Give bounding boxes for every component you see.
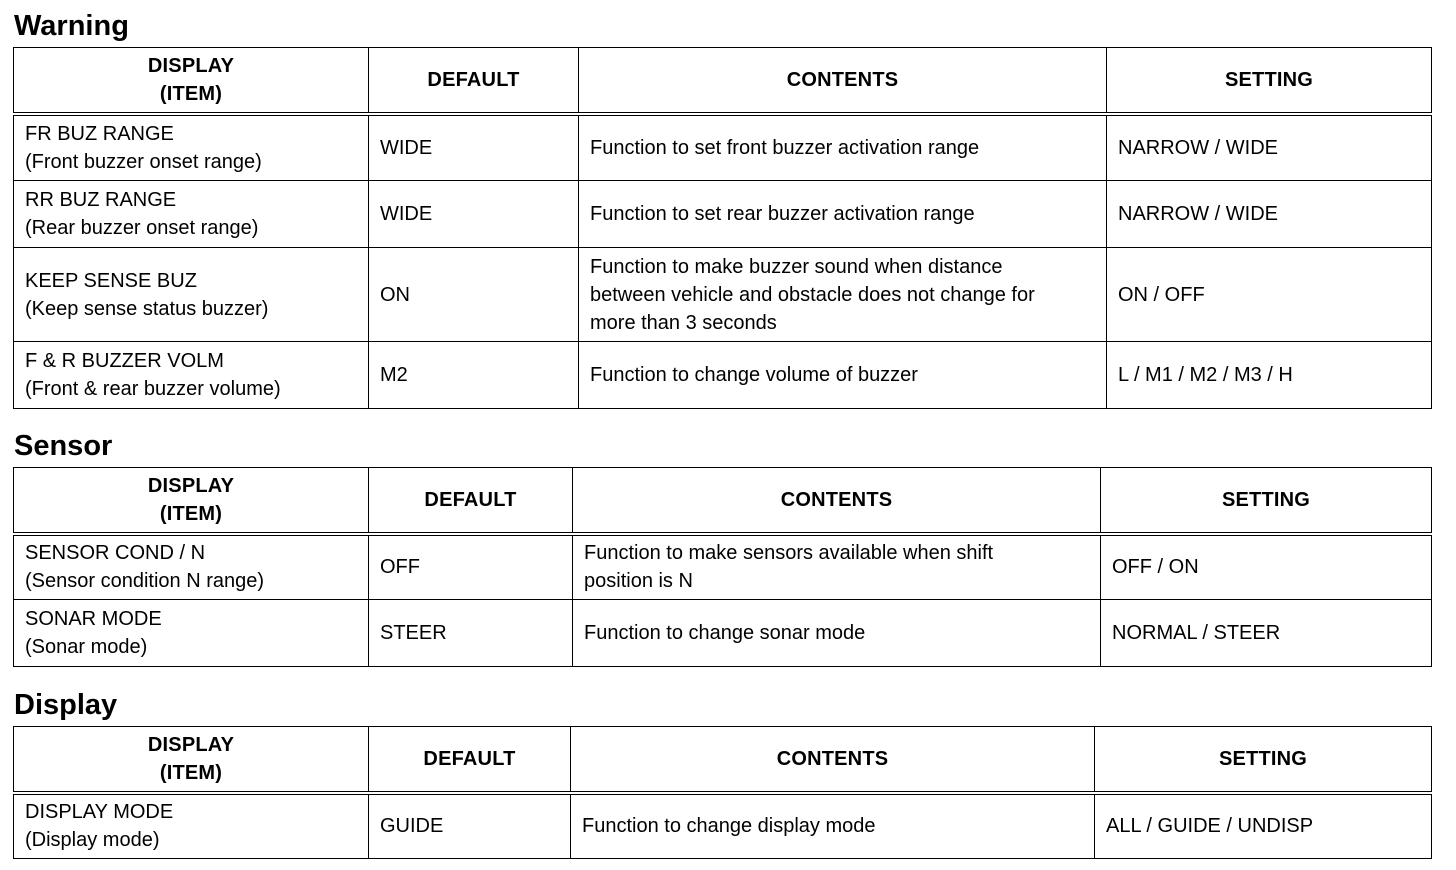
display-item-cell	[14, 114, 369, 181]
setting-cell: NORMAL / STEER	[1101, 600, 1432, 667]
header-display-line2: (ITEM)	[159, 82, 223, 105]
table-row	[14, 181, 1432, 248]
header-default: DEFAULT	[369, 468, 573, 534]
sensor-table	[13, 467, 1432, 667]
contents-cell	[579, 181, 1107, 248]
contents-cell	[579, 248, 1107, 342]
display-item-desc: (Sonar mode)	[25, 636, 148, 658]
contents-cell	[573, 534, 1101, 600]
table-row	[14, 534, 1432, 600]
display-item-name: SONAR MODE	[25, 608, 162, 630]
header-display-line2: (ITEM)	[159, 502, 223, 525]
display-item-desc: (Front buzzer onset range)	[25, 150, 262, 173]
section-title-display: Display	[14, 689, 118, 721]
table-row	[14, 600, 1432, 667]
header-display-line1: DISPLAY	[147, 54, 235, 77]
contents-line: Function to make sensors available when shift	[584, 542, 994, 565]
setting-cell: NARROW / WIDE	[1107, 114, 1432, 181]
contents-line: Function to set rear buzzer activation range	[590, 203, 975, 225]
contents-line: position is N	[584, 570, 693, 593]
default-cell: WIDE	[369, 181, 579, 248]
header-display-item	[14, 727, 369, 793]
display-table	[13, 726, 1432, 859]
display-item-desc: (Sensor condition N range)	[25, 570, 265, 593]
table-row	[14, 793, 1432, 859]
display-item-cell	[14, 181, 369, 248]
header-display-line1: DISPLAY	[147, 474, 235, 497]
table-row	[14, 248, 1432, 342]
display-item-name: RR BUZ RANGE	[25, 189, 177, 211]
table-row	[14, 342, 1432, 409]
table-header-row	[14, 727, 1432, 793]
header-contents: CONTENTS	[579, 48, 1107, 114]
header-display-item	[14, 468, 369, 534]
display-item-name: FR BUZ RANGE	[25, 122, 174, 145]
default-cell: OFF	[369, 534, 573, 600]
display-item-cell	[14, 248, 369, 342]
display-item-desc: (Keep sense status buzzer)	[25, 297, 269, 320]
header-setting: SETTING	[1095, 727, 1432, 793]
header-display-line1: DISPLAY	[147, 733, 235, 756]
warning-table	[13, 47, 1432, 409]
setting-cell: ON / OFF	[1107, 248, 1432, 342]
header-display-item	[14, 48, 369, 114]
default-cell: ON	[369, 248, 579, 342]
header-default: DEFAULT	[369, 48, 579, 114]
setting-cell: NARROW / WIDE	[1107, 181, 1432, 248]
header-contents: CONTENTS	[573, 468, 1101, 534]
default-cell: STEER	[369, 600, 573, 667]
header-setting: SETTING	[1101, 468, 1432, 534]
display-item-name: F & R BUZZER VOLM	[25, 350, 224, 372]
setting-cell: L / M1 / M2 / M3 / H	[1107, 342, 1432, 409]
contents-line: between vehicle and obstacle does not change for	[590, 283, 1035, 306]
section-title-warning: Warning	[14, 10, 129, 42]
contents-cell	[573, 600, 1101, 667]
display-item-name: DISPLAY MODE	[25, 801, 174, 824]
default-cell: WIDE	[369, 114, 579, 181]
contents-line: Function to change display mode	[582, 815, 876, 838]
contents-line: Function to set front buzzer activation range	[590, 136, 980, 159]
display-item-desc: (Rear buzzer onset range)	[25, 217, 259, 239]
contents-cell	[579, 342, 1107, 409]
setting-cell: OFF / ON	[1101, 534, 1432, 600]
contents-cell	[571, 793, 1095, 859]
table-row	[14, 114, 1432, 181]
contents-line: Function to change sonar mode	[584, 622, 866, 644]
header-display-line2: (ITEM)	[159, 761, 223, 784]
header-contents: CONTENTS	[571, 727, 1095, 793]
default-cell: M2	[369, 342, 579, 409]
contents-line: more than 3 seconds	[590, 311, 777, 334]
display-item-cell	[14, 534, 369, 600]
contents-line: Function to make buzzer sound when distance	[590, 255, 1003, 278]
display-item-cell	[14, 600, 369, 667]
contents-cell	[579, 114, 1107, 181]
section-title-sensor: Sensor	[14, 430, 113, 462]
display-item-name: KEEP SENSE BUZ	[25, 269, 197, 292]
display-item-desc: (Display mode)	[25, 829, 160, 852]
display-item-cell	[14, 342, 369, 409]
setting-cell: ALL / GUIDE / UNDISP	[1095, 793, 1432, 859]
display-item-desc: (Front & rear buzzer volume)	[25, 378, 281, 400]
contents-line: Function to change volume of buzzer	[590, 364, 918, 386]
header-default: DEFAULT	[369, 727, 571, 793]
table-header-row	[14, 468, 1432, 534]
display-item-cell	[14, 793, 369, 859]
header-setting: SETTING	[1107, 48, 1432, 114]
table-header-row	[14, 48, 1432, 114]
display-item-name: SENSOR COND / N	[25, 542, 206, 565]
default-cell: GUIDE	[369, 793, 571, 859]
